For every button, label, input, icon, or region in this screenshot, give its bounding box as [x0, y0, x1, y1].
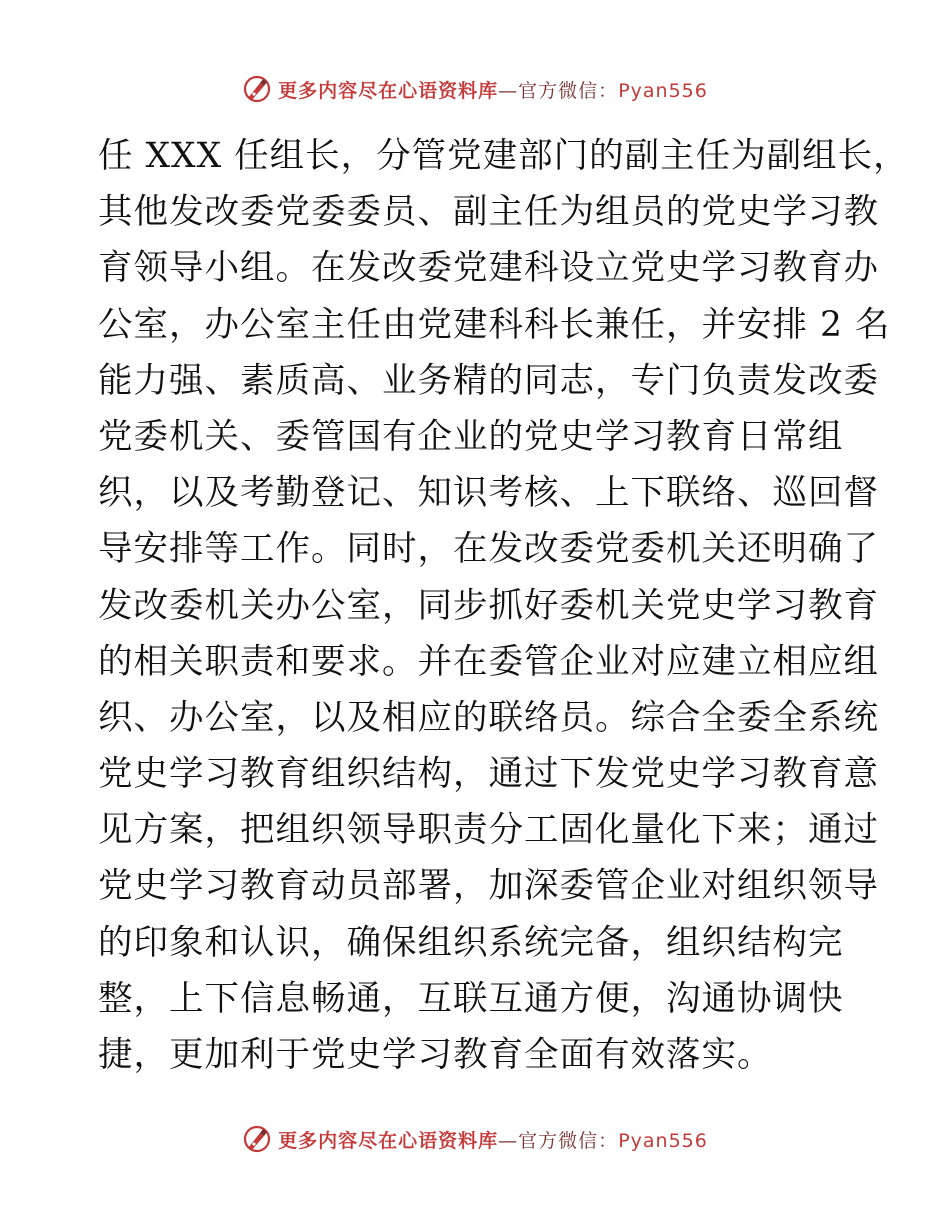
header-banner-account: Pyan556 [618, 79, 708, 102]
body-line: 捷，更加利于党史学习教育全面有效落实。 [98, 1035, 773, 1075]
footer-banner-account: Pyan556 [618, 1129, 708, 1152]
body-line: 其他发改委党委委员、副主任为组员的党史学习教 [98, 192, 879, 233]
pen-nib-logo-icon [242, 1124, 272, 1154]
body-line: 能力强、素质高、业务精的同志，专门负责发改委 [98, 360, 879, 401]
body-line: 织，以及考勤登记、知识考核、上下联络、巡回督 [98, 473, 879, 514]
header-banner-secondary: —官方微信： [498, 79, 619, 102]
body-line: 导安排等工作。同时，在发改委党委机关还明确了 [98, 529, 879, 570]
body-line: 党史学习教育动员部署，加深委管企业对组织领导 [98, 866, 879, 907]
body-line: 整，上下信息畅通，互联互通方便，沟通协调快 [98, 978, 844, 1019]
body-line: 党史学习教育组织结构，通过下发党史学习教育意 [98, 754, 879, 795]
body-line: 织、办公室，以及相应的联络员。综合全委全系统 [98, 697, 879, 738]
body-line: 任 XXX 任组长，分管党建部门的副主任为副组长， [98, 136, 909, 176]
footer-banner-text [278, 1126, 708, 1153]
pen-nib-logo-icon [242, 74, 272, 104]
body-line: 育领导小组。在发改委党建科设立党史学习教育办 [98, 248, 879, 289]
body-line: 的印象和认识，确保组织系统完备，组织结构完 [98, 922, 844, 963]
body-line: 公室，办公室主任由党建科科长兼任，并安排 2 名 [98, 304, 891, 345]
body-line: 的相关职责和要求。并在委管企业对应建立相应组 [98, 641, 879, 682]
header-banner-text [278, 76, 708, 103]
body-line: 见方案，把组织领导职责分工固化量化下来；通过 [98, 810, 879, 851]
header-banner [0, 74, 950, 104]
document-body [98, 128, 909, 1083]
footer-banner-primary: 更多内容尽在心语资料库 [278, 1129, 499, 1152]
footer-banner [0, 1124, 950, 1154]
body-line: 党委机关、委管国有企业的党史学习教育日常组 [98, 416, 844, 457]
header-banner-primary: 更多内容尽在心语资料库 [278, 79, 499, 102]
body-line: 发改委机关办公室，同步抓好委机关党史学习教育 [98, 585, 879, 626]
footer-banner-secondary: —官方微信： [498, 1129, 619, 1152]
